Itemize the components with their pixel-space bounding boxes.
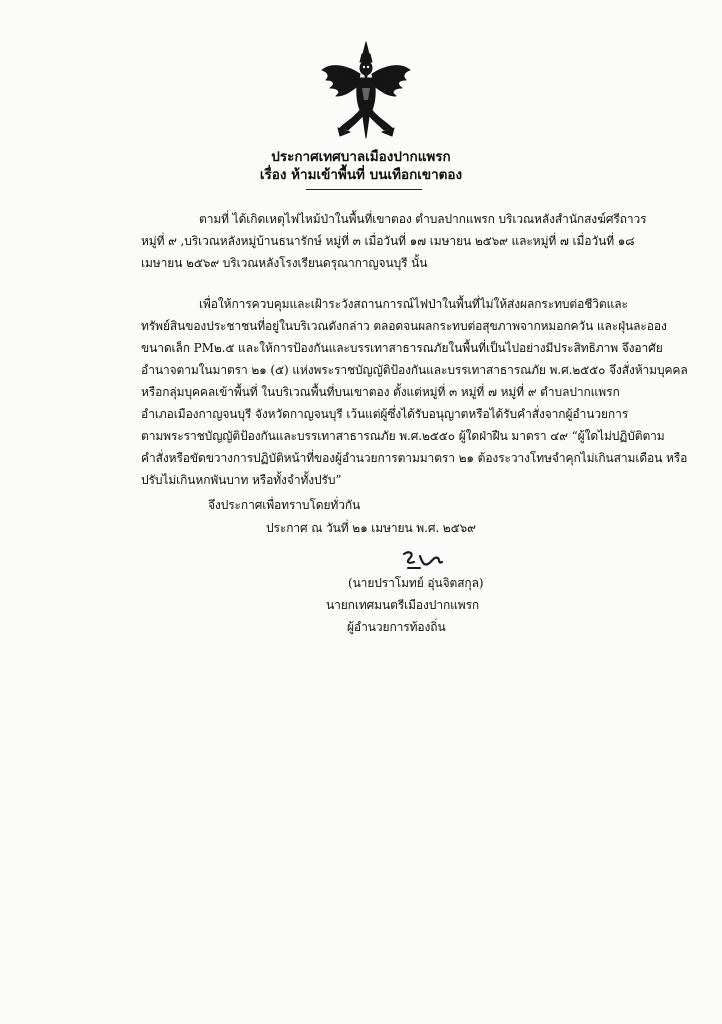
body-line: ตามพระราชบัญญัติป้องกันและบรรเทาสาธารณภัย พ.ศ.๒๕๕๐ ผู้ใดฝ่าฝืน มาตรา ๔๙ “ผู้ใดไม่ปฏิบัติตาม — [141, 429, 665, 443]
body-line: หรือกลุ่มบุคคลเข้าพื้นที่ ในบริเวณพื้นที่บนเขาตอง ตั้งแต่หมู่ที่ ๓ หมู่ที่ ๗ หมู่ที่ ๙ ตำบลปากแพรก — [141, 385, 620, 399]
garuda-emblem-icon — [318, 40, 414, 140]
body-line: ขนาดเล็ก PM๒.๕ และให้การป้องกันและบรรเทาสาธารณภัยในพื้นที่เป็นไปอย่างมีประสิทธิภาพ จึงอาศัย — [141, 341, 663, 355]
handwritten-signature-icon — [398, 548, 450, 572]
date-line: ประกาศ ณ วันที่ ๒๑ เมษายน พ.ศ. ๒๕๖๙ — [266, 521, 476, 535]
body-line: ปรับไม่เกินหกพันบาท หรือทั้งจำทั้งปรับ” — [141, 473, 342, 487]
body-line: อำนาจตามในมาตรา ๒๑ (๕) แห่งพระราชบัญญัติป้องกันและบรรเทาสาธารณภัย พ.ศ.๒๕๕๐ จึงสั่งห้ามบุคคล — [141, 363, 688, 377]
signer-position: นายกเทศมนตรีเมืองปากแพรก — [326, 598, 480, 612]
title-underline — [306, 189, 422, 190]
body-line: ทรัพย์สินของประชาชนที่อยู่ในบริเวณดังกล่าว ตลอดจนผลกระทบต่อสุขภาพจากหมอกควัน และฝุ่นละออง — [141, 319, 667, 333]
body-line: อำเภอเมืองกาญจนบุรี จังหวัดกาญจนบุรี เว้นแต่ผู้ซึ่งได้รับอนุญาตหรือได้รับคำสั่งจากผู้อำนวยการ — [141, 407, 629, 421]
signer-role: ผู้อำนวยการท้องถิ่น — [347, 620, 446, 634]
announce-line: จึงประกาศเพื่อทราบโดยทั่วกัน — [208, 498, 361, 512]
body-line: คำสั่งหรือขัดขวางการปฏิบัติหน้าที่ของผู้อำนวยการตามมาตรา ๒๑ ต้องระวางโทษจำคุกไม่เกินสามเดือน หรือ — [141, 451, 688, 465]
signer-name: (นายปราโมทย์ อุ่นจิตสกุล) — [348, 576, 484, 590]
announcement-title: ประกาศเทศบาลเมืองปากแพรก — [271, 149, 451, 165]
announcement-subject: เรื่อง ห้ามเข้าพื้นที่ บนเทือกเขาตอง — [259, 167, 463, 183]
body-line: เมษายน ๒๕๖๙ บริเวณหลังโรงเรียนดรุณากาญจนบุรี นั้น — [141, 256, 428, 270]
body-line: ตามที่ ได้เกิดเหตุไฟไหม้ป่าในพื้นที่เขาตอง ตำบลปากแพรก บริเวณหลังสำนักสงฆ์ศรีถาวร — [199, 212, 647, 226]
body-line: เพื่อให้การควบคุมและเฝ้าระวังสถานการณ์ไฟป่าในพื้นที่ไม่ให้ส่งผลกระทบต่อชีวิตและ — [199, 297, 628, 311]
body-line: หมู่ที่ ๙ ,บริเวณหลังหมู่บ้านธนารักษ์ หมู่ที่ ๓ เมื่อวันที่ ๑๗ เมษายน ๒๕๖๙ และหมู่ที่ ๗ เมื่อวันที่ ๑๘ — [141, 234, 635, 248]
